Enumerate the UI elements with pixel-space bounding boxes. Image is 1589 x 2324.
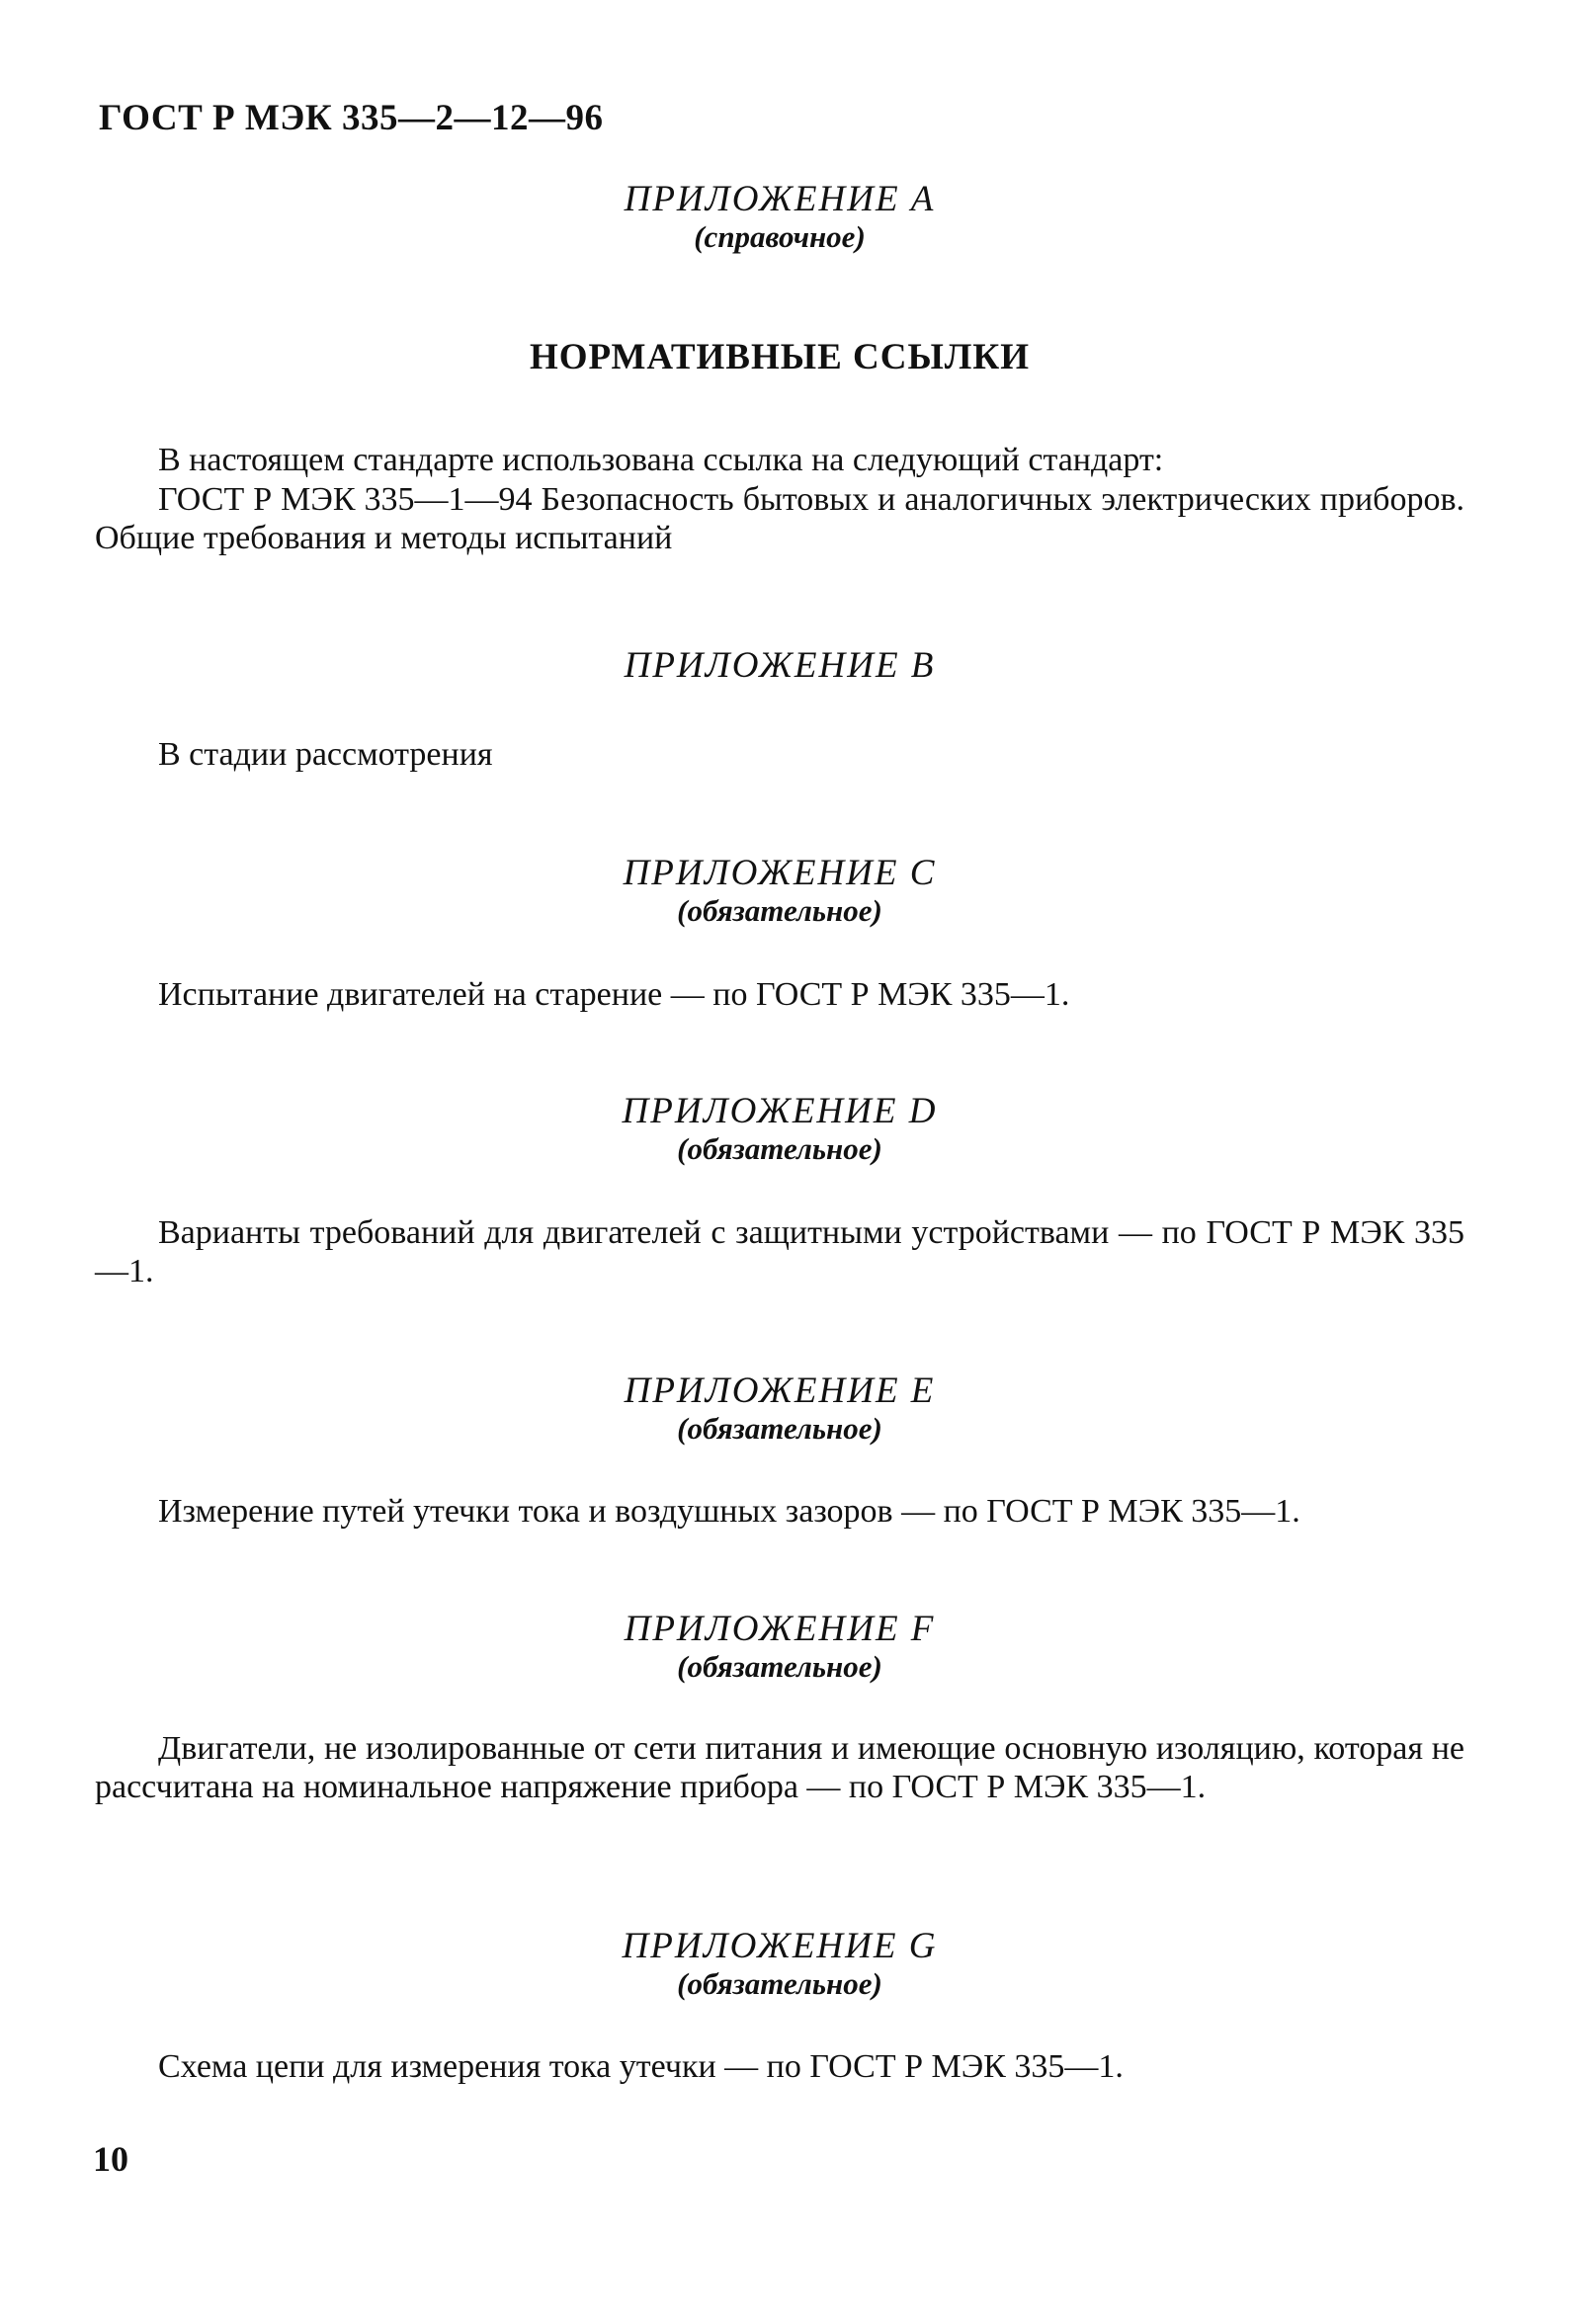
appendix-c-text: Испытание двигателей на старение — по ГОСТ Р МЭК 335—1. [158, 976, 1070, 1013]
appendix-d-title: ПРИЛОЖЕНИЕ D [622, 1091, 938, 1131]
appendix-g-text: Схема цепи для измерения тока утечки — по ГОСТ Р МЭК 335—1. [158, 2048, 1124, 2085]
appendix-d-status: (обязательное) [677, 1131, 882, 1166]
appendix-a-reference: ГОСТ Р МЭК 335—1—94 Безопасность бытовых и аналогичных электрических приборов. Общие требования и методы испытаний [95, 481, 1464, 556]
appendix-a-title: ПРИЛОЖЕНИЕ А [624, 179, 936, 219]
appendix-f-status: (обязательное) [677, 1649, 882, 1684]
page-number: 10 [93, 2139, 128, 2179]
appendix-g-title: ПРИЛОЖЕНИЕ G [622, 1926, 938, 1966]
appendix-c-title: ПРИЛОЖЕНИЕ С [623, 853, 937, 893]
appendix-f-title: ПРИЛОЖЕНИЕ F [624, 1609, 936, 1649]
appendix-g-status: (обязательное) [677, 1966, 882, 2001]
appendix-a-status: (справочное) [694, 219, 866, 254]
appendix-c-status: (обязательное) [677, 893, 882, 928]
appendix-a-intro: В настоящем стандарте использована ссылка на следующий стандарт: [158, 442, 1164, 478]
appendix-e-status: (обязательное) [677, 1411, 882, 1446]
normative-references-heading: НОРМАТИВНЫЕ ССЫЛКИ [530, 337, 1030, 377]
appendix-d-text: Варианты требований для двигателей с защитными устройствами — по ГОСТ Р МЭК 335—1. [95, 1214, 1464, 1289]
appendix-e-title: ПРИЛОЖЕНИЕ Е [624, 1370, 936, 1411]
appendix-e-text: Измерение путей утечки тока и воздушных зазоров — по ГОСТ Р МЭК 335—1. [158, 1493, 1300, 1530]
appendix-b-title: ПРИЛОЖЕНИЕ В [624, 645, 936, 686]
appendix-f-text: Двигатели, не изолированные от сети питания и имеющие основную изоляцию, которая не рассчитана на номинальное напряжение прибора — по ГОСТ Р МЭК 335—1. [95, 1730, 1464, 1805]
appendix-b-text: В стадии рассмотрения [158, 736, 493, 773]
document-code-header: ГОСТ Р МЭК 335—2—12—96 [99, 98, 604, 138]
